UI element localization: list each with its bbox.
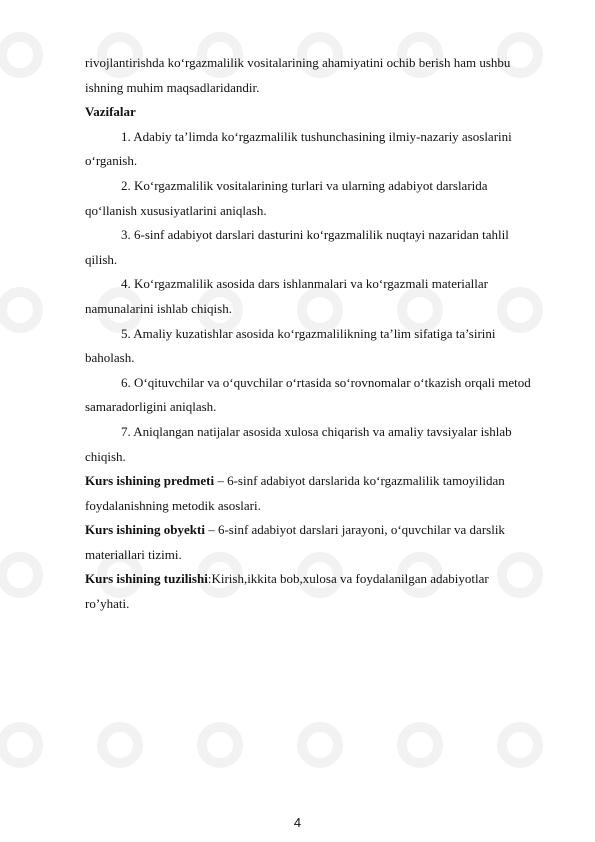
object-paragraph [85,518,565,543]
structure-continuation: ro’yhati. [85,596,130,612]
task-item: 6. O‘qituvchilar va o‘quvchilar o‘rtasida so‘rovnomalar o‘tkazish orqali metod [121,374,531,390]
subject-text: – 6-sinf adabiyot darslarida ko‘rgazmalilik tamoyilidan [214,473,505,489]
task-item: 1. Adabiy ta’limda ko‘rgazmalilik tushunchasining ilmiy-nazariy asoslarini [121,128,512,144]
intro-line: rivojlantirishda ko‘rgazmalilik vositalarining ahamiyatini ochib berish ham ushbu [85,55,511,70]
task-item-continuation: o‘rganish. [85,153,138,169]
task-item-continuation: namunalarini ishlab chiqish. [85,300,232,316]
structure-label: Kurs ishining tuzilishi [85,571,208,587]
task-item-continuation: samaradorligini aniqlash. [85,399,217,415]
subject-continuation: foydalanishning metodik asoslari. [85,497,261,513]
task-item: 3. 6-sinf adabiyot darslari dasturini ko‘rgazmalilik nuqtayi nazaridan tahlil [121,227,509,243]
subject-paragraph [85,469,565,494]
intro-line: ishning muhim maqsadlaridandir. [85,79,260,95]
task-item: 4. Ko‘rgazmalilik asosida dars ishlanmalari va ko‘rgazmali materiallar [121,276,489,292]
document-body [85,51,565,617]
task-item: 7. Aniqlangan natijalar asosida xulosa chiqarish va amaliy tavsiyalar ishlab [121,423,512,439]
task-item: 2. Ko‘rgazmalilik vositalarining turlari va ularning adabiyot darslarida [121,177,488,193]
object-continuation: materiallari tizimi. [85,546,182,562]
object-label: Kurs ishining obyekti [85,522,205,538]
structure-paragraph [85,567,565,592]
task-item-continuation: qilish. [85,251,118,267]
task-item: 5. Amaliy kuzatishlar asosida ko‘rgazmalilikning ta’lim sifatiga ta’sirini [121,325,496,341]
page-number: 4 [293,815,302,830]
object-text: – 6-sinf adabiyot darslari jarayoni, o‘quvchilar va darslik [204,522,505,538]
subject-label: Kurs ishining predmeti [85,473,215,489]
tasks-heading: Vazifalar [85,104,136,120]
task-item-continuation: baholash. [85,350,135,366]
structure-text: :Kirish,ikkita bob,xulosa va foydalanilgan adabiyotlar [207,571,489,587]
task-item-continuation: qo‘llanish xususiyatlarini aniqlash. [85,202,267,218]
task-item-continuation: chiqish. [85,448,126,464]
